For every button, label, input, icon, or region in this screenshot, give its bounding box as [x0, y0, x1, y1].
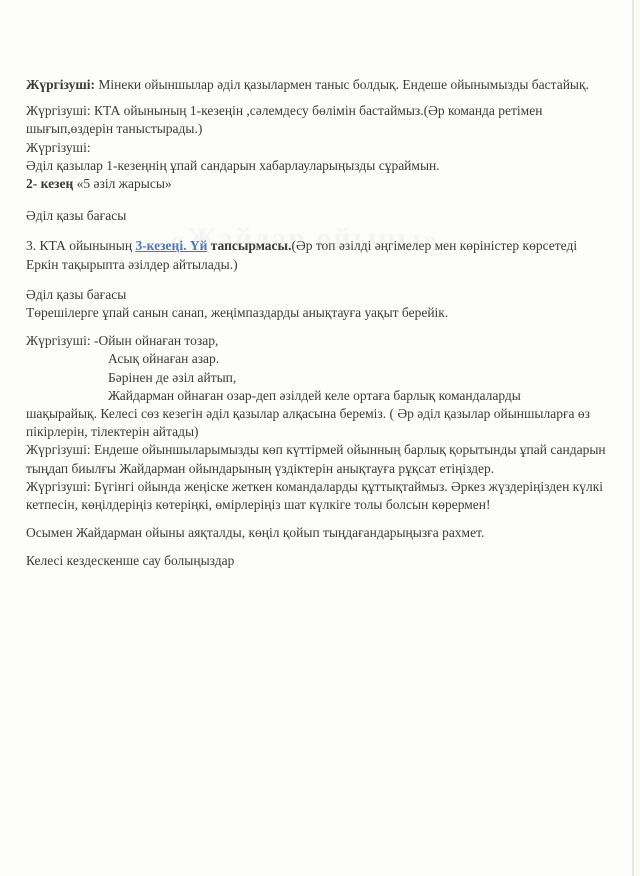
- paragraph-invite: шақырайық. Келесі сөз кезегін әділ қазылар алқасына береміз. ( Әр әділ қазылар ойыншыларға өз пікірлерін, тілектерін айтады): [26, 406, 590, 440]
- poem-line-3: Бәрінен де әзіл айтып,: [108, 369, 237, 385]
- stage-label: 2- кезең: [26, 176, 74, 192]
- paragraph-host: Жүргізуші:: [26, 139, 91, 155]
- paragraph-judge-score-2: Әділ қазы бағасы: [26, 286, 127, 302]
- paragraph-judge-score-1: Әділ қазы бағасы: [26, 208, 127, 224]
- poem-line-4: Жайдарман ойнаған озар-деп әзілдей келе ортаға барлық командаларды: [108, 387, 521, 403]
- paragraph-stage-2: [26, 175, 606, 193]
- paragraph-text: Мінеки ойыншылар әділ қазылармен таныс болдық. Ендеше ойынымызды бастайық.: [95, 77, 589, 92]
- paragraph-results: Жүргізуші: Ендеше ойыншыларымызды көп күттірмей ойынның барлық қорытынды ұпай сандарын тыңдап биылғы Жайдарман ойындарының үздіктерін анықтауға рұқсат етіңіздер.: [26, 442, 606, 476]
- poem-line-1: Жүргізуші: -Ойын ойнаған тозар,: [26, 333, 219, 349]
- page-margin: [634, 0, 640, 876]
- stage-3-bold: тапсырмасы.: [207, 238, 292, 254]
- paragraph-closing: Осымен Жайдарман ойыны аяқталды, көңіл қойып тыңдағандарыңызға рахмет.: [26, 525, 485, 541]
- paragraph-stage-3: [26, 237, 606, 273]
- paragraph-intro: [26, 76, 606, 94]
- stage-title: «5 әзіл жарысы»: [73, 176, 172, 192]
- poem-line-2: Асық ойнаған азар.: [108, 351, 220, 367]
- paragraph-stage-1: Жүргізуші: КТА ойынының 1-кезеңін ,сәлемдесу бөлімін бастаймыз.(Әр команда ретімен шығып,өздерін таныстырады.): [26, 103, 543, 137]
- stage-3-text: (Әр топ әзілді әңгімелер мен көріністер көрсетеді Еркін тақырыпта әзілдер айтылады.): [26, 238, 578, 272]
- paragraph-judges-request: Әділ қазылар 1-кезеңнің ұпай сандарын хабарлауларыңызды сұраймын.: [26, 157, 440, 173]
- paragraph-referees: Төрешілерге ұпай санын санап, жеңімпаздарды анықтауға уақыт берейік.: [26, 305, 449, 321]
- document-body: [26, 76, 606, 571]
- paragraph-farewell: Келесі кездескенше сау болыңыздар: [26, 553, 235, 569]
- stage-3-link[interactable]: 3-кезеңі. Үй: [135, 238, 208, 254]
- stage-3-prefix: 3. КТА ойынының: [26, 238, 136, 254]
- speaker-label: Жүргізуші:: [26, 77, 96, 92]
- paragraph-congrats: Жүргізуші: Бүгінгі ойында жеңіске жеткен командаларды құттықтаймыз. Әркез жүздеріңізден күлкі кетпесін, көңілдеріңіз көтеріңкі, өмірлеріңіз шат күлкіге толы болсын көрермен!: [26, 478, 604, 513]
